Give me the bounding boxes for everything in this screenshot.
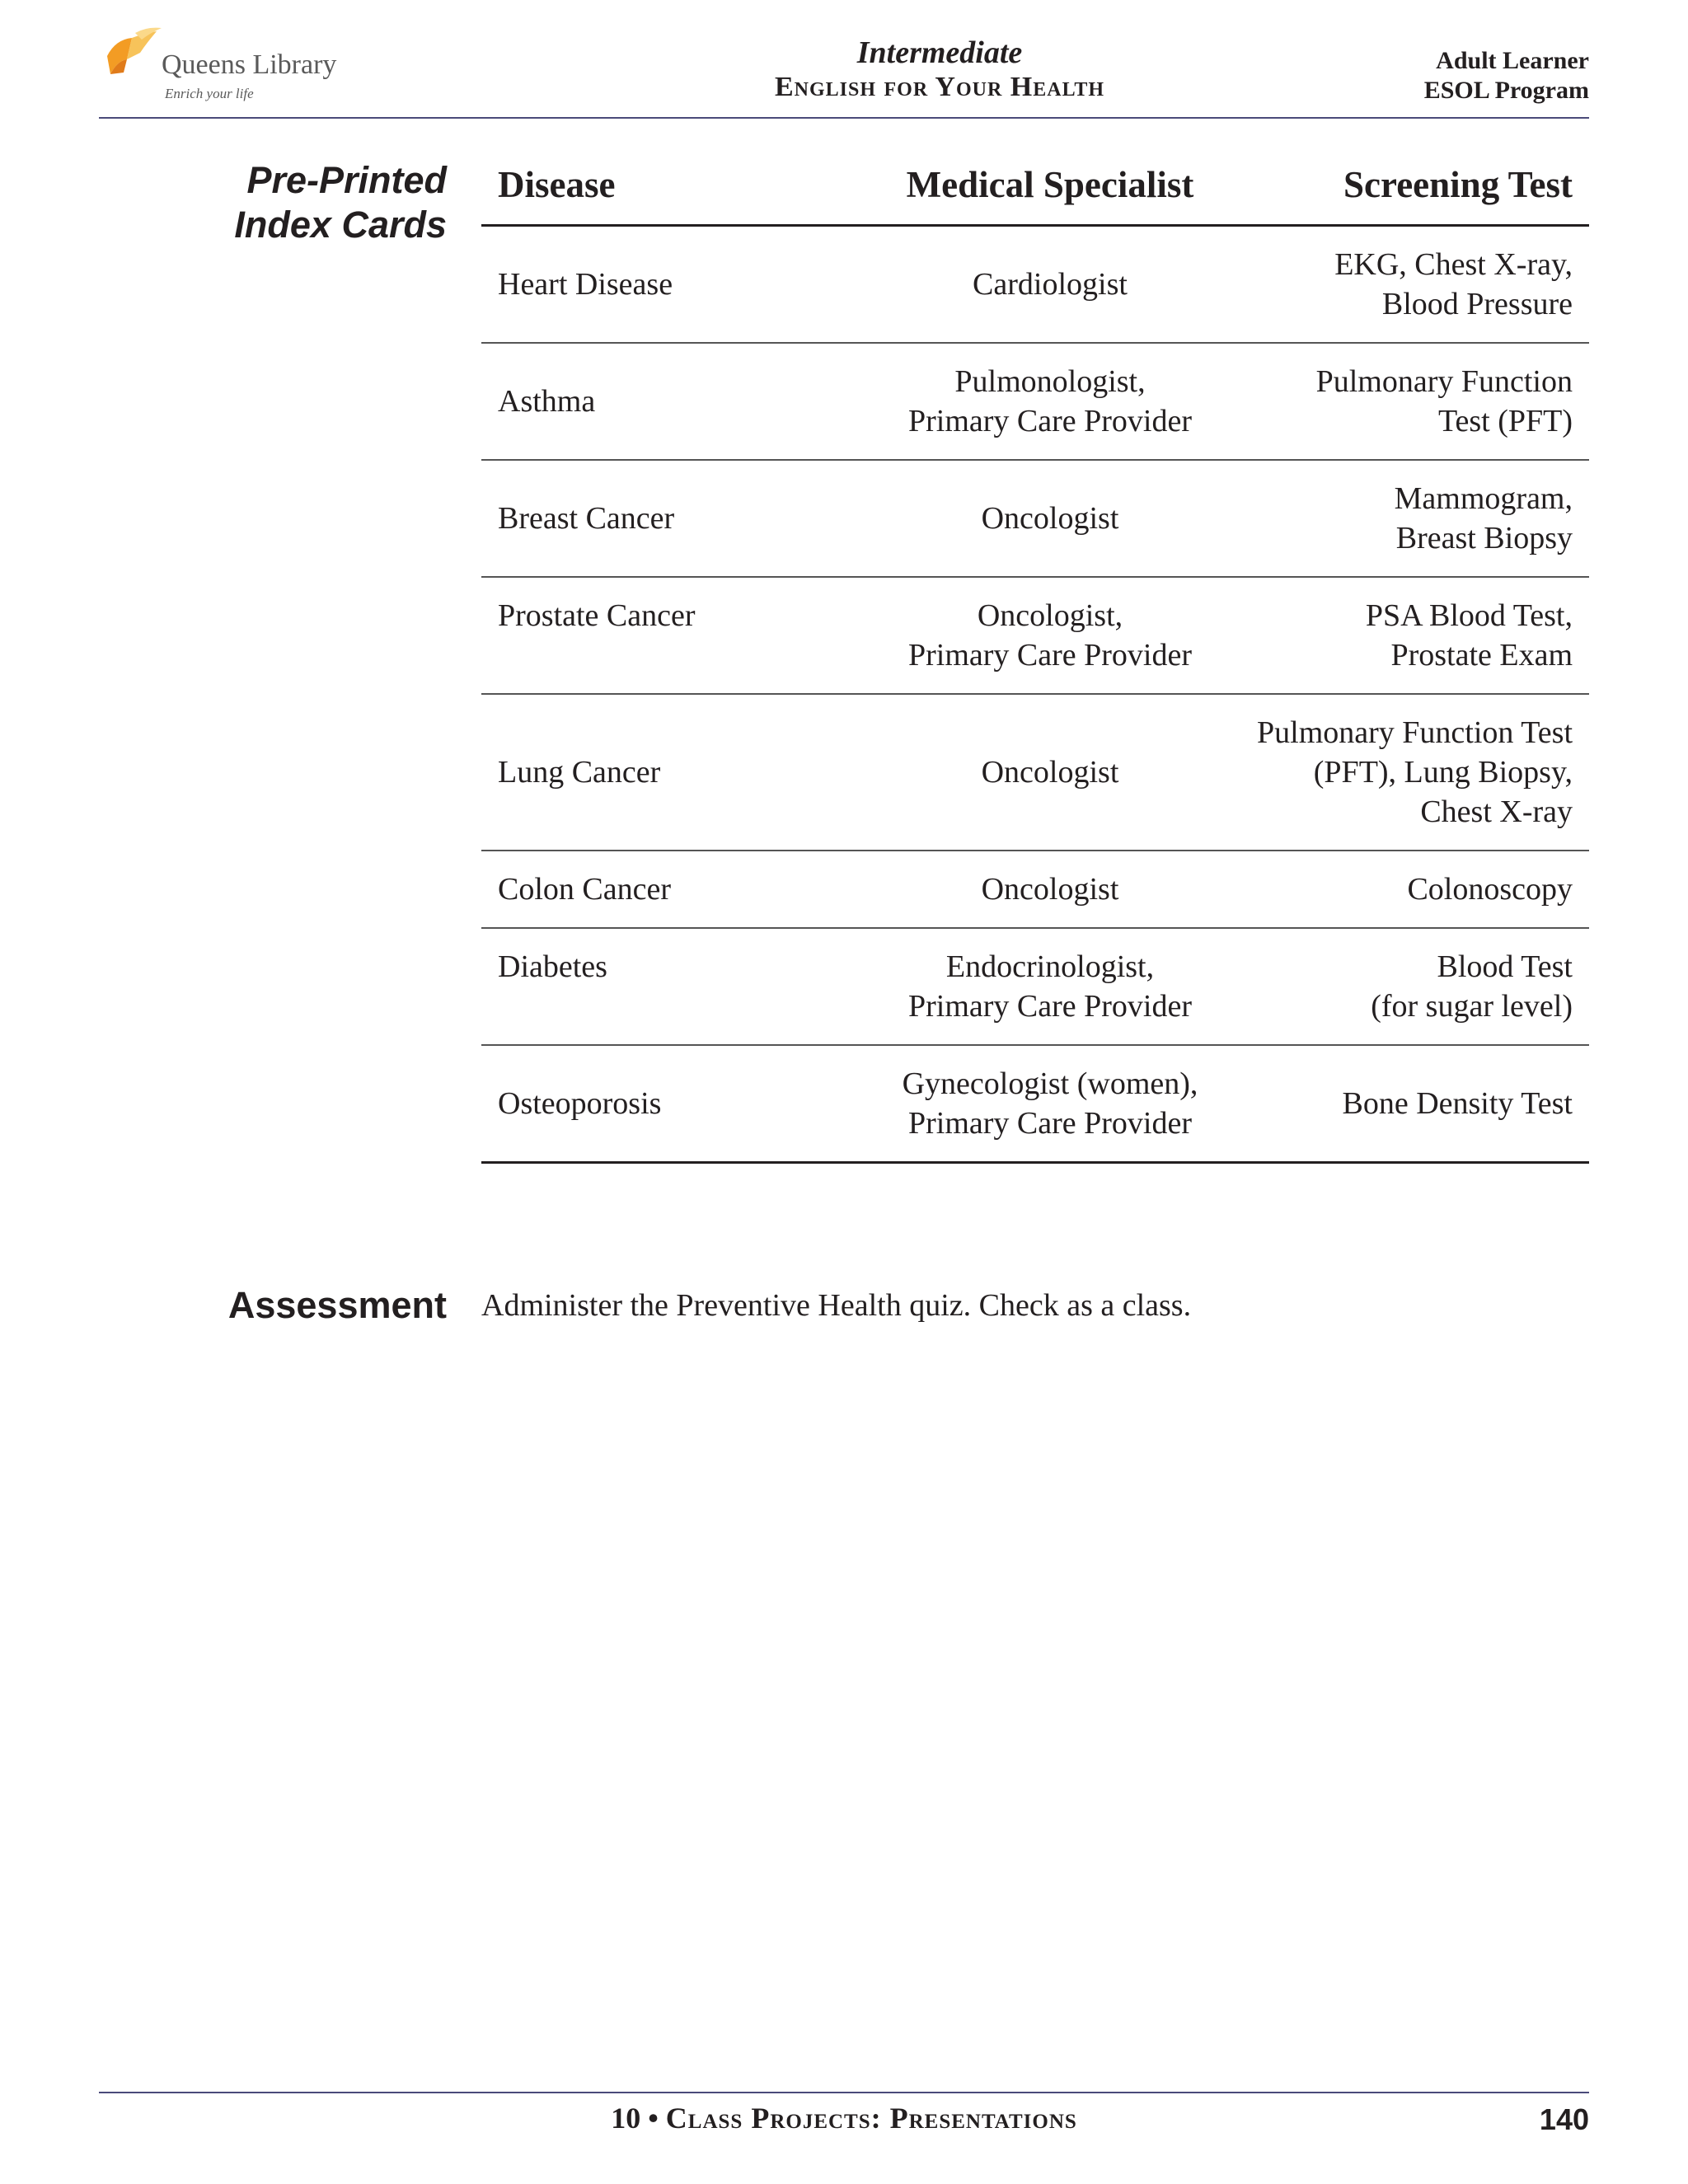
test-line: Mammogram, [1394,481,1573,516]
table-row [481,577,1589,694]
screening-test-cell [1240,928,1589,1045]
test-line: Chest X-ray [1420,794,1573,829]
table-header-row [481,155,1589,226]
disease-cell: Heart Disease [481,226,860,344]
specialist-line: Endocrinologist, [945,949,1155,984]
specialist-cell [860,460,1240,577]
footer-chapter-title [0,2100,1688,2136]
disease-cell: Diabetes [481,928,860,1045]
disease-cell: Breast Cancer [481,460,860,577]
specialist-cell [860,694,1240,851]
test-line: Prostate Exam [1390,638,1573,673]
specialist-line: Pulmonologist, [954,364,1146,399]
index-cards-table [481,155,1589,1164]
page-number: 140 [1539,2102,1589,2136]
test-line: Breast Biopsy [1395,521,1573,555]
test-line: Bone Density Test [1342,1086,1573,1121]
disease-cell: Asthma [481,343,860,460]
specialist-cell [860,928,1240,1045]
disease-cell: Lung Cancer [481,694,860,851]
test-line: (for sugar level) [1371,989,1573,1024]
specialist-cell [860,577,1240,694]
specialist-cell [860,226,1240,344]
footer-rule [99,2092,1589,2093]
test-line: EKG, Chest X-ray, [1334,247,1573,282]
footer-unit-number: 10 [611,2102,641,2135]
logo-name: Queens Library [162,49,337,80]
screening-test-cell [1240,1045,1589,1163]
screening-test-cell [1240,694,1589,851]
test-line: Blood Test [1437,949,1573,984]
footer-chapter-name: Class Projects: Presentations [665,2102,1077,2135]
specialist-line: Primary Care Provider [907,404,1193,438]
disease-cell: Osteoporosis [481,1045,860,1163]
specialist-line: Cardiologist [973,267,1128,302]
logo-tagline: Enrich your life [165,86,254,101]
screening-test-cell [1240,577,1589,694]
specialist-line: Gynecologist (women), [902,1066,1198,1101]
disease-cell: Colon Cancer [481,851,860,928]
section-label-index-cards [234,158,447,247]
test-line: Test (PFT) [1437,404,1573,438]
table-row [481,226,1589,344]
header-disease: Disease [481,155,860,226]
screening-test-cell [1240,226,1589,344]
specialist-line: Primary Care Provider [907,1106,1193,1141]
table-row [481,1045,1589,1163]
disease-cell: Prostate Cancer [481,577,860,694]
assessment-label: Assessment [227,1284,447,1326]
test-line: PSA Blood Test, [1365,598,1573,633]
screening-test-cell [1240,460,1589,577]
specialist-cell [860,1045,1240,1163]
course-name: English for Your Health [774,72,1105,102]
header-medical-specialist: Medical Specialist [860,155,1240,226]
assessment-text: Administer the Preventive Health quiz. Check as a class. [481,1288,1192,1323]
program-line-2: ESOL Program [1423,77,1589,104]
specialist-line: Oncologist [981,501,1119,536]
book-flame-icon [99,23,165,89]
specialist-cell [860,851,1240,928]
page-header [99,0,1589,119]
queens-library-logo [99,23,338,105]
program-name [1424,46,1589,105]
test-line: Colonoscopy [1407,872,1573,907]
screening-test-cell [1240,851,1589,928]
test-line: Pulmonary Function Test [1257,715,1573,750]
test-line: (PFT), Lung Biopsy, [1313,755,1573,790]
specialist-line: Primary Care Provider [907,989,1193,1024]
table-row [481,694,1589,851]
screening-test-cell [1240,343,1589,460]
table-row [481,343,1589,460]
footer-bullet: • [648,2102,659,2135]
program-line-1: Adult Learner [1436,47,1589,74]
section-label-line-1: Pre-Printed [246,159,447,201]
test-line: Blood Pressure [1381,287,1573,321]
course-title [635,35,1245,104]
course-level: Intermediate [856,35,1023,70]
table-row [481,851,1589,928]
table-row [481,460,1589,577]
specialist-cell [860,343,1240,460]
specialist-line: Oncologist [981,872,1119,907]
table-row [481,928,1589,1045]
specialist-line: Primary Care Provider [907,638,1193,673]
header-screening-test: Screening Test [1240,155,1589,226]
specialist-line: Oncologist, [977,598,1123,633]
section-label-line-2: Index Cards [234,204,447,246]
test-line: Pulmonary Function [1315,364,1573,399]
specialist-line: Oncologist [981,755,1119,790]
